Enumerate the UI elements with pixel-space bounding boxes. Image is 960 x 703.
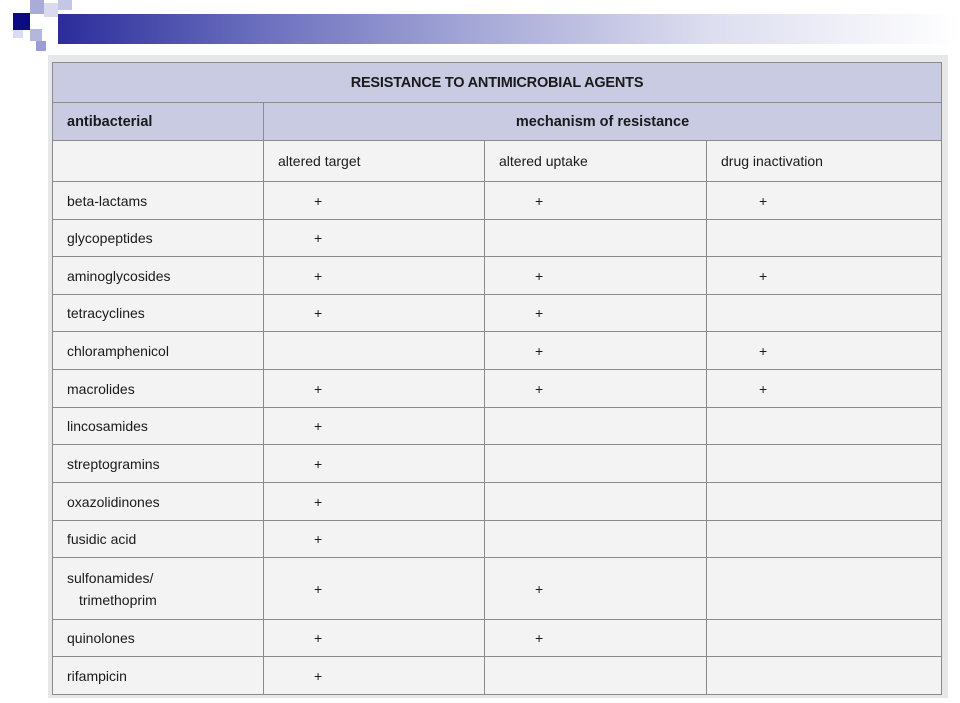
table-row (53, 657, 942, 695)
antibacterial-name (53, 558, 264, 620)
cell-altered-uptake (485, 521, 707, 558)
table-row (53, 370, 942, 408)
cell-drug-inactivation (707, 558, 942, 620)
cell-altered-uptake (485, 657, 707, 695)
column-header-row (53, 141, 942, 182)
table-row (53, 521, 942, 558)
cell-altered-uptake: + (485, 295, 707, 332)
cell-drug-inactivation: + (707, 257, 942, 295)
mechanism-header: mechanism of resistance (264, 103, 942, 141)
antibacterial-name: quinolones (53, 620, 264, 657)
column-header-drug-inactivation: drug inactivation (707, 141, 942, 182)
cell-drug-inactivation (707, 620, 942, 657)
antibacterial-name: lincosamides (53, 408, 264, 445)
antibacterial-name: chloramphenicol (53, 332, 264, 370)
table-row (53, 408, 942, 445)
table-title-row (53, 63, 942, 103)
table-row (53, 295, 942, 332)
cell-altered-uptake (485, 408, 707, 445)
table-row (53, 257, 942, 295)
cell-drug-inactivation (707, 521, 942, 558)
cell-altered-uptake (485, 220, 707, 257)
table-row (53, 220, 942, 257)
cell-altered-uptake: + (485, 182, 707, 220)
corner-square (30, 29, 42, 41)
antibacterial-name: macrolides (53, 370, 264, 408)
antibacterial-name: aminoglycosides (53, 257, 264, 295)
antibacterial-name: tetracyclines (53, 295, 264, 332)
cell-drug-inactivation (707, 445, 942, 483)
table-row (53, 620, 942, 657)
antibacterial-name: streptogramins (53, 445, 264, 483)
cell-altered-target: + (264, 220, 485, 257)
cell-altered-target: + (264, 521, 485, 558)
cell-altered-target: + (264, 445, 485, 483)
cell-altered-uptake: + (485, 620, 707, 657)
resistance-table-body (53, 63, 942, 695)
antibacterial-name: glycopeptides (53, 220, 264, 257)
table-row (53, 483, 942, 521)
antibacterial-name: beta-lactams (53, 182, 264, 220)
cell-altered-uptake: + (485, 257, 707, 295)
table-row (53, 332, 942, 370)
cell-altered-uptake: + (485, 370, 707, 408)
cell-altered-target: + (264, 657, 485, 695)
corner-square (30, 0, 44, 14)
corner-square (44, 3, 58, 17)
antibacterial-name: fusidic acid (53, 521, 264, 558)
table-header-row (53, 103, 942, 141)
cell-altered-target: + (264, 257, 485, 295)
cell-altered-target: + (264, 370, 485, 408)
cell-altered-uptake: + (485, 558, 707, 620)
corner-square (13, 30, 23, 38)
cell-altered-uptake (485, 483, 707, 521)
cell-drug-inactivation: + (707, 370, 942, 408)
corner-square (13, 13, 30, 30)
cell-altered-target: + (264, 620, 485, 657)
table-title: RESISTANCE TO ANTIMICROBIAL AGENTS (53, 63, 942, 103)
blank-header-cell (53, 141, 264, 182)
cell-drug-inactivation (707, 657, 942, 695)
antibacterial-name-line: trimethoprim (79, 591, 157, 608)
title-gradient-bar (58, 14, 960, 44)
antibacterial-name: rifampicin (53, 657, 264, 695)
cell-drug-inactivation (707, 408, 942, 445)
corner-square (58, 0, 72, 10)
cell-altered-target (264, 332, 485, 370)
cell-altered-target: + (264, 408, 485, 445)
cell-drug-inactivation (707, 220, 942, 257)
cell-altered-uptake: + (485, 332, 707, 370)
table-row (53, 558, 942, 620)
cell-altered-target: + (264, 558, 485, 620)
cell-altered-target: + (264, 295, 485, 332)
corner-square (36, 41, 46, 51)
antibacterial-name-line: sulfonamides/ (67, 569, 154, 586)
table-row (53, 182, 942, 220)
table-row (53, 445, 942, 483)
cell-drug-inactivation: + (707, 182, 942, 220)
cell-altered-target: + (264, 483, 485, 521)
column-header-altered-target: altered target (264, 141, 485, 182)
cell-altered-uptake (485, 445, 707, 483)
column-header-altered-uptake: altered uptake (485, 141, 707, 182)
antibacterial-name: oxazolidinones (53, 483, 264, 521)
cell-altered-target: + (264, 182, 485, 220)
cell-drug-inactivation: + (707, 332, 942, 370)
resistance-table (52, 62, 942, 695)
cell-drug-inactivation (707, 483, 942, 521)
cell-drug-inactivation (707, 295, 942, 332)
antibacterial-header: antibacterial (53, 103, 264, 141)
